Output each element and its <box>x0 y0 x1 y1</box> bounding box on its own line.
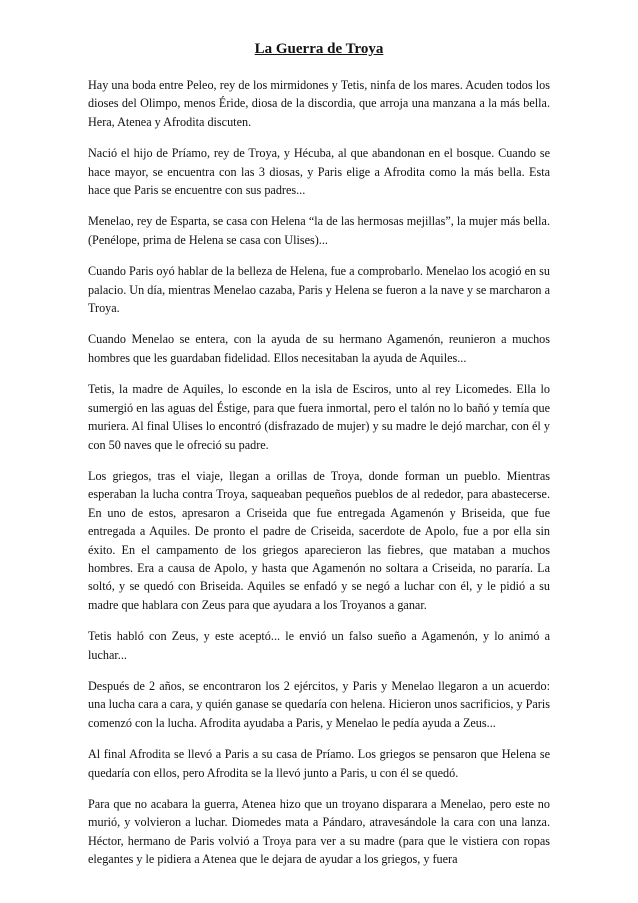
paragraph-7: Los griegos, tras el viaje, llegan a orillas de Troya, donde forman un pueblo. Mientras esperaban la lucha contra Troya, saqueaban pequeños pueblos de al rededor, para abastecerse. En uno de estos, apresaron a Criseida que fue entregada Agamenón y Briseida, que fue entregada a Aquiles. De pronto el padre de Criseida, sacerdote de Apolo, fue a por ella sin éxito. En el campamento de los griegos aparecieron las fiebres, que mataban a muchos hombres. Era a causa de Apolo, y hasta que Agamenón no soltara a Criseida, no pararía. La soltó, y se quedó con Briseida. Aquiles se enfadó y se negó a luchar con él, y le pidió a su madre que hablara con Zeus para que ayudara a los Troyanos a ganar. <box>88 468 550 612</box>
paragraph-6: Tetis, la madre de Aquiles, lo esconde en la isla de Esciros, unto al rey Licomedes. Ella lo sumergió en las aguas del Éstige, para que fuera inmortal, pero el talón no lo bañó y temía que muriera. Al final Ulises lo encontró (disfrazado de mujer) y su madre le dejó marchar, con él y con 50 naves que le ofreció su padre. <box>88 382 550 452</box>
paragraph-9: Después de 2 años, se encontraron los 2 ejércitos, y Paris y Menelao llegaron a un acuerdo: una lucha cara a cara, y quién ganase se quedaría con helena. Hicieron unos sacrificios, y Paris comenzó con la lucha. Afrodita ayudaba a Paris, y Menelao le pedía ayuda a Zeus... <box>88 678 550 730</box>
paragraph-5: Cuando Menelao se entera, con la ayuda de su hermano Agamenón, reunieron a muchos hombres que les guardaban fidelidad. Ellos necesitaban la ayuda de Aquiles... <box>88 332 550 365</box>
paragraph-10: Al final Afrodita se llevó a Paris a su casa de Príamo. Los griegos se pensaron que Helena se quedaría con ellos, pero Afrodita se la llevó junto a Paris, u con él se quedó. <box>88 747 550 780</box>
paragraph-8: Tetis habló con Zeus, y este aceptó... le envió un falso sueño a Agamenón, y lo animó a luchar... <box>88 629 550 662</box>
paragraph-11: Para que no acabara la guerra, Atenea hizo que un troyano disparara a Menelao, pero este no murió, y volvieron a luchar. Diomedes mata a Pándaro, atravesándole la cara con una lanza. Héctor, hermano de Paris volvió a Troya para ver a su madre (para que le vistiera con ropas elegantes y le pidiera a Atenea que le dejara de ayudar a los griegos, y fuera <box>88 797 550 867</box>
paragraph-3: Menelao, rey de Esparta, se casa con Helena “la de las hermosas mejillas”, la mujer más bella. (Penélope, prima de Helena se casa con Ulises)... <box>88 214 550 247</box>
document-title: La Guerra de Troya <box>254 41 384 57</box>
paragraph-4: Cuando Paris oyó hablar de la belleza de Helena, fue a comprobarlo. Menelao los acogió en su palacio. Un día, mientras Menelao cazaba, Paris y Helena se fueron a la nave y se marcharon a Troya. <box>88 264 550 316</box>
paragraph-1: Hay una boda entre Peleo, rey de los mirmidones y Tetis, ninfa de los mares. Acuden todos los dioses del Olimpo, menos Éride, diosa de la discordia, que arroja una manzana a la más bella. Hera, Atenea y Afrodita discuten. <box>88 78 550 129</box>
document-page <box>88 40 550 882</box>
paragraph-2: Nació el hijo de Príamo, rey de Troya, y Hécuba, al que abandonan en el bosque. Cuando se hace mayor, se encuentra con las 3 diosas, y Paris elige a Afrodita como la más bella. Esta hace que Paris se encuentre con sus padres... <box>88 146 550 198</box>
